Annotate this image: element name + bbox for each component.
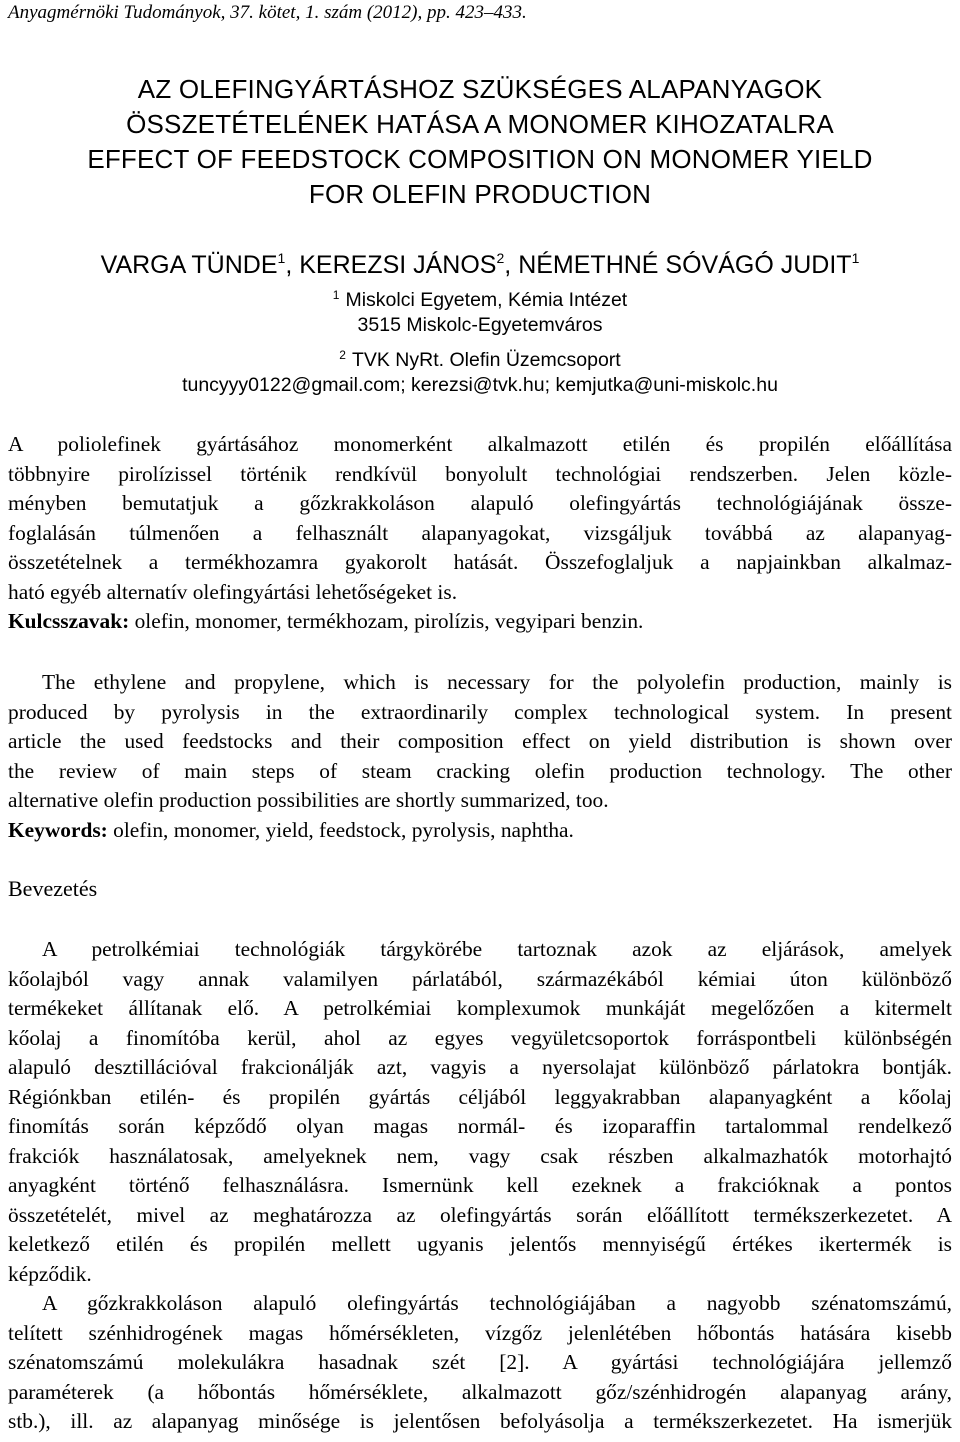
keywords-list: olefin, monomer, termékhozam, pirolízis, vegyipari benzin. <box>129 609 644 633</box>
keywords-label: Keywords: <box>8 817 108 842</box>
author-name: VARGA TÜNDE <box>100 251 278 279</box>
keywords-list: olefin, monomer, yield, feedstock, pyrolysis, naphtha. <box>107 817 574 842</box>
body-line: frakciók használatosak, amelyeknek nem, vagy csak részben alkalmazhatók motorhajtó <box>8 1143 952 1168</box>
abstract-line: alternative olefin production possibilities are shortly summarized, too. <box>8 788 609 812</box>
keywords-english <box>8 816 952 846</box>
author-affiliation-mark: 1 <box>851 250 860 266</box>
title-hu-line-1: AZ OLEFINGYÁRTÁSHOZ SZÜKSÉGES ALAPANYAGOK <box>137 74 823 104</box>
body-line: stb.), ill. az alapanyag minősége is jelentősen befolyásolja a termékszerkezetet. Ha ismerjük <box>8 1409 952 1433</box>
title-hu-line-2: ÖSSZETÉTELÉNEK HATÁSA A MONOMER KIHOZATALRA <box>126 109 834 139</box>
body-line: szénatomszámú molekulákra hasadnak szét [2]. A gyártási technológiájára jellemző <box>8 1350 952 1374</box>
abstract-line: többnyire pirolízissel történik rendkívül bonyolult technológiai rendszerben. Jelen közle- <box>8 461 952 486</box>
abstract-line: ható egyéb alternatív olefingyártási lehetőségeket is. <box>8 579 458 604</box>
author-list <box>0 240 960 283</box>
body-paragraph-2 <box>8 1289 952 1437</box>
abstract-english <box>8 668 952 845</box>
affiliation-1-address: 3515 Miskolc-Egyetemváros <box>357 314 603 336</box>
body-line: telített szénhidrogének magas hőmérsékleten, vízgőz jelenlétében hőbontás hatására kisebb <box>8 1320 952 1345</box>
author-affiliation-mark: 2 <box>496 250 505 266</box>
contact-emails: tuncyyy0122@gmail.com; kerezsi@tvk.hu; kemjutka@uni-miskolc.hu <box>182 374 778 396</box>
abstract-line: The ethylene and propylene, which is necessary for the polyolefin production, mainly is <box>42 670 952 694</box>
author-name: , KEREZSI JÁNOS <box>285 251 497 279</box>
body-line: termékeket állítanak elő. A petrolkémiai komplexumok munkáját megelőzően a kitermelt <box>8 996 952 1020</box>
abstract-line: összetételnek a termékhozamra gyakorolt hatását. Összefoglaljuk a napjainkban alkalmaz- <box>8 550 952 574</box>
keywords-hungarian <box>8 607 952 637</box>
body-line: képződik. <box>8 1261 92 1286</box>
author-name: , NÉMETHNÉ SÓVÁGÓ JUDIT <box>504 251 852 279</box>
abstract-line: the review of main steps of steam cracking olefin production technology. The other <box>8 758 952 783</box>
body-line: Régiónkban etilén- és propilén gyártás céljából leggyakrabban alapanyagként a kőolaj <box>8 1084 952 1109</box>
body-paragraph-1 <box>8 935 952 1289</box>
abstract-line: ményben bemutatjuk a gőzkrakkoláson alapuló olefingyártás technológiájának össze- <box>8 491 952 515</box>
body-line: keletkező etilén és propilén mellett ugyanis jelentős mennyiségű értékes ikertermék is <box>8 1232 952 1256</box>
title-block <box>0 72 960 212</box>
section-heading: Bevezetés <box>8 876 98 901</box>
body-line: anyagként történő felhasználásra. Ismernünk kell ezeknek a frakcióknak a pontos <box>8 1173 952 1197</box>
title-en-line-2: FOR OLEFIN PRODUCTION <box>308 179 652 209</box>
body-line: összetételét, mivel az meghatározza az olefingyártás során előállított termékszerkezetet. A <box>8 1202 952 1227</box>
affiliation-mark: 1 <box>332 288 340 302</box>
running-header: Anyagmérnöki Tudományok, 37. kötet, 1. szám (2012), pp. 423–433. <box>8 2 527 23</box>
body-line: A petrolkémiai technológiák tárgykörébe tartoznak azok az eljárások, amelyek <box>42 937 952 961</box>
body-line: A gőzkrakkoláson alapuló olefingyártás technológiájában a nagyobb szénatomszámú, <box>42 1291 952 1315</box>
abstract-line: produced by pyrolysis in the extraordinarily complex technological system. In present <box>8 699 952 724</box>
body-line: finomítás során képződő olyan magas normál- és izoparaffin tartalommal rendelkező <box>8 1114 952 1138</box>
abstract-hungarian <box>8 430 952 637</box>
abstract-line: foglalásán túlmenően a felhasznált alapanyagokat, vizsgáljuk továbbá az alapanyag- <box>8 520 952 545</box>
keywords-label: Kulcsszavak: <box>8 609 130 633</box>
title-en-line-1: EFFECT OF FEEDSTOCK COMPOSITION ON MONOMER YIELD <box>87 144 873 174</box>
affiliation-mark: 2 <box>339 348 346 362</box>
affiliation-text: Miskolci Egyetem, Kémia Intézet <box>345 289 628 311</box>
affiliation-text: TVK NyRt. Olefin Üzemcsoport <box>351 349 621 371</box>
abstract-line: A poliolefinek gyártásához monomerként alkalmazott etilén és propilén előállítása <box>8 432 952 456</box>
body-line: alapuló desztillációval frakcionálják azt, vagyis a nyersolajat különböző párlatokra bontják. <box>8 1055 952 1079</box>
body-line: kőolaj a finomítóba kerül, ahol az egyes vegyületcsoportok forráspontbeli különbségén <box>8 1025 952 1050</box>
body-line: paraméterek (a hőbontás hőmérséklete, alkalmazott gőz/szénhidrogén alapanyag arány, <box>8 1379 952 1404</box>
body-line: kőolajból vagy annak valamilyen párlatából, származékából kémiai úton különböző <box>8 966 952 991</box>
abstract-line: article the used feedstocks and their composition effect on yield distribution is shown over <box>8 729 952 753</box>
author-affiliation-mark: 1 <box>277 250 286 266</box>
